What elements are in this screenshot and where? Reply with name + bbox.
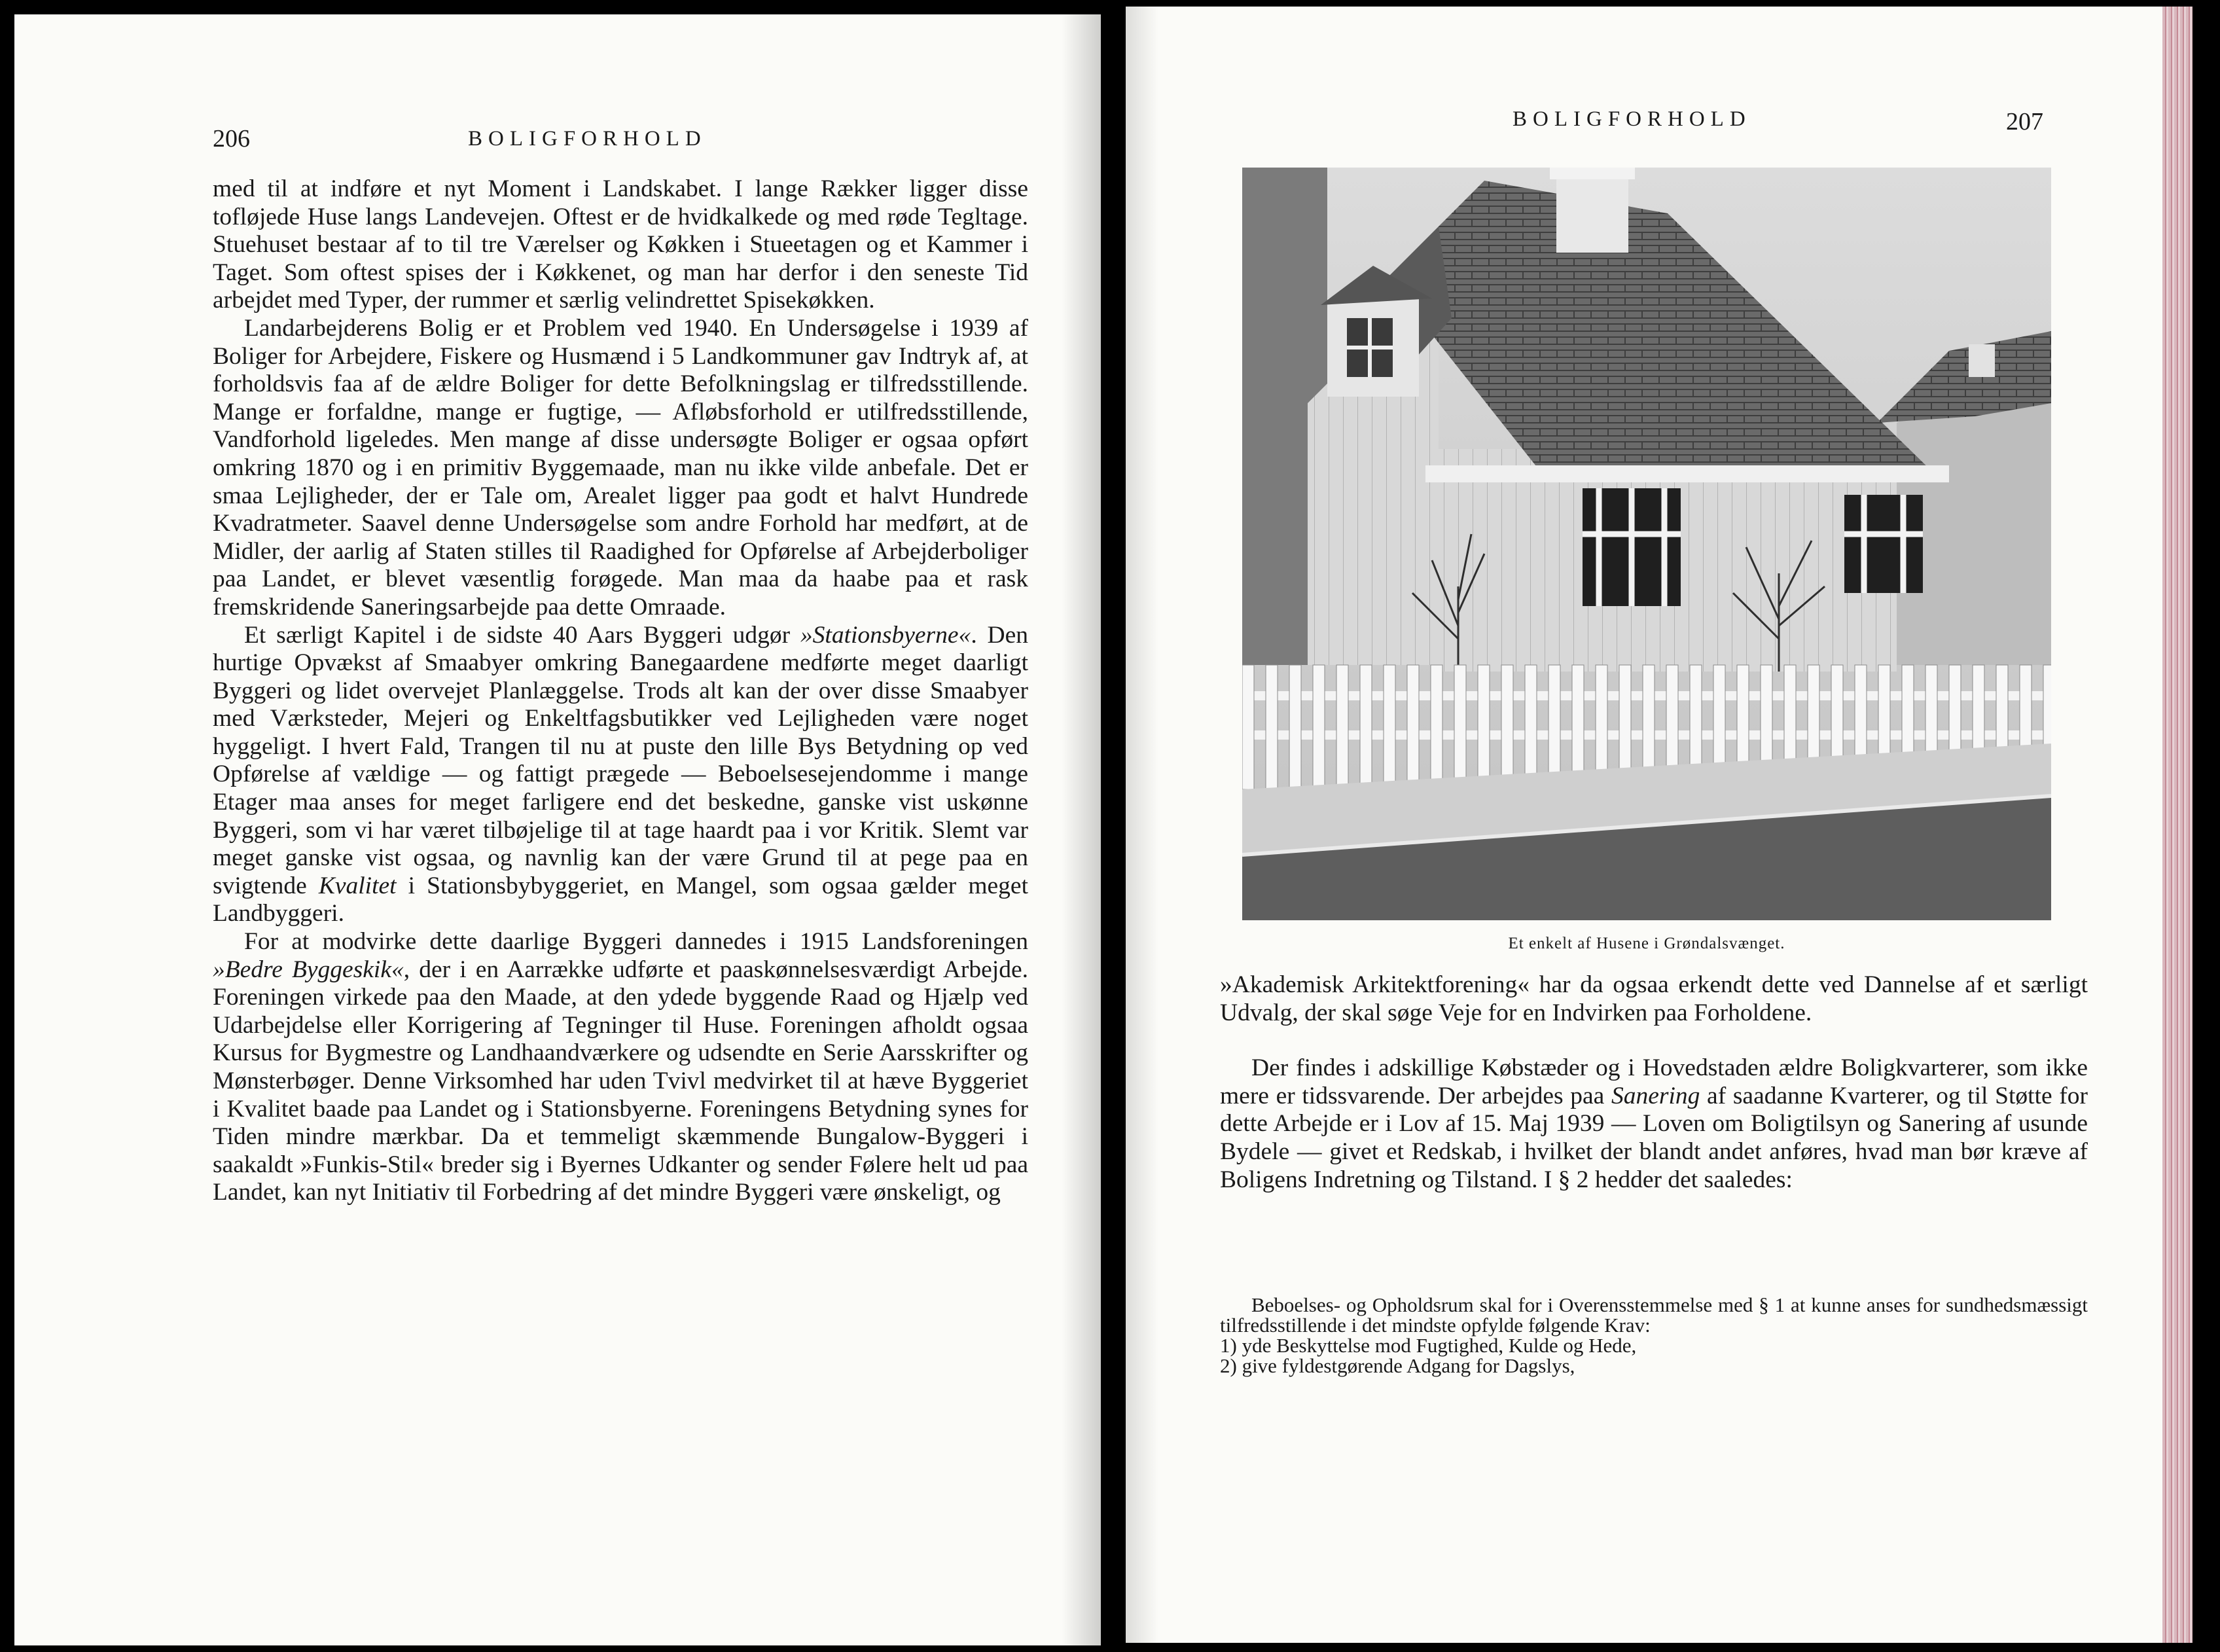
paragraph-gap: [1220, 1027, 2088, 1054]
page-edge: [2162, 7, 2193, 1643]
law-quote-item-2: 2) give fyldestgørende Adgang for Dagslys,: [1220, 1354, 1575, 1377]
left-paragraph-2: Landarbejderens Bolig er et Problem ved 1940. En Undersøgelse i 1939 af Boliger for Arbejdere, Fiskere og Husmænd i 5 Landkommuner gav Indtryk af, at forholdsvis faa af de ældre Boliger for dette Befolkningslag er tilfredsstillende. Mange er forfaldne, mange er fugtige, — Afløbsforhold er utilfredsstillende, Vandforhold ligeledes. Men mange af disse undersøgte Boliger er ogsaa opført omkring 1870 og i en primitiv Byggemaade, man nu ikke vilde anbefale. Det er smaa Lejligheder, der er Tale om, Arealet ligger paa godt et halvt Hundrede Kvadratmeter. Saavel denne Undersøgelse som andre Forhold har medført, at de Midler, der aarlig af Staten stilles til Raadighed for Opførelse af Arbejderboliger paa Landet, er blevet væsentlig forøgede. Man maa da haabe paa et rask fremskridende Saneringsarbejde paa dette Omraade.: [213, 314, 1028, 620]
text-run: , der i en Aarrække udførte et paaskønnelsesværdigt Arbejde. Foreningen virkede paa den Maade, at den ydede byggende Raad og Hjælp ved Udarbejdelse eller Korrigering af Tegninger til Huse. Foreningen afholdt ogsaa Kursus for Bygmestre og Landhaandværkere og udsendte en Serie Aarsskrifter og Mønsterbøger. Denne Virksomhed har uden Tvivl medvirket til at hæve Byggeriet i Kvalitet baade paa Landet og i Stationsbyerne. Foreningens Betydning synes for Tiden mindre mærkbar. Da et temmeligt skæmmende Bungalow-Byggeri i saakaldt »Funkis-Stil« breder sig i Byernes Udkanter og sender Følere helt ud paa Landet, kan nyt Initiativ til Forbedring af det mindre Byggeri være ønskeligt, og: [213, 956, 1028, 1206]
left-paragraph-3: [213, 622, 1028, 929]
running-head-right: BOLIGFORHOLD: [1513, 107, 1751, 131]
italic-term: »Bedre Byggeskik«: [213, 956, 404, 983]
text-run: Der findes i adskillige Købstæder og i Hovedstaden ældre Boligkvarterer, som ikke mere er tidssvarende. Der arbejdes paa: [1220, 1054, 2088, 1109]
gutter-shadow: [1062, 14, 1101, 1645]
left-paragraph-4: [213, 928, 1028, 1207]
house-photograph: [1242, 168, 2051, 920]
right-paragraph-2: [1220, 1054, 2088, 1194]
text-run: af saadanne Kvarterer, og til Støtte for dette Arbejde er i Lov af 15. Maj 1939 — Loven om Boligtilsyn og Sanering af usunde Bydele — givet et Redskab, i hvilket der blandt andet anføres, hvad man bør kræve af Boligens Indretning og Tilstand. I § 2 hedder det saaledes:: [1220, 1082, 2088, 1193]
left-page: [14, 14, 1101, 1645]
left-paragraph-1: med til at indføre et nyt Moment i Landskabet. I lange Rækker ligger disse tofløjede Huse langs Landevejen. Oftest er de hvidkalkede og med røde Tegltage. Stuehuset bestaar af to til tre Værelser og Køkken i Stueetagen og et Kammer i Taget. Som oftest spises der i Køkkenet, og man har derfor i den seneste Tid arbejdet med Typer, der rummer et særlig velindrettet Spisekøkken.: [213, 175, 1028, 314]
text-run: i Stationsbybyggeriet, en Mangel, som ogsaa gælder meget Landbyggeri.: [213, 872, 1028, 927]
running-head-left: BOLIGFORHOLD: [468, 127, 707, 151]
italic-term: »Stationsbyerne«: [800, 621, 971, 649]
page-number-left: 206: [213, 125, 250, 153]
italic-term: Kvalitet: [318, 872, 397, 899]
text-run: For at modvirke dette daarlige Byggeri dannedes i 1915 Landsforeningen: [244, 928, 1028, 956]
law-quote-intro: Beboelses- og Opholdsrum skal for i Overensstemmelse med § 1 at kunne anses for sundhedsmæssigt tilfredsstillende i det mindste opfylde følgende Krav:: [1220, 1293, 2088, 1337]
text-run: Et særligt Kapitel i de sidste 40 Aars Byggeri udgør: [244, 621, 800, 649]
page-number-right: 207: [2006, 108, 2043, 135]
italic-term: Sanering: [1611, 1082, 1700, 1109]
gutter-shadow: [1126, 7, 1158, 1643]
right-paragraph-1: »Akademisk Arkitektforening« har da ogsaa erkendt dette ved Dannelse af et særligt Udvalg, der skal søge Veje for en Indvirken paa Forholdene.: [1220, 971, 2088, 1026]
text-run: . Den hurtige Opvækst af Smaabyer omkring Banegaardene medførte meget daarligt Byggeri og lidet overvejet Planlæggelse. Trods alt kan der over disse Smaabyer med Værksteder, Mejeri og Enkeltfagsbutikker ved Lejligheden være noget hyggeligt. I hvert Fald, Trangen til nu at puste den lille Bys Betydning op ved Opførelse af vældige — og fattigt prægede — Beboelsesejendomme i mange Etager maa anses for meget farligere end det beskedne, ganske vist uskønne Byggeri, som vi har været tilbøjelige til at tage haardt paa i vor Kritik. Slemt var meget ganske vist ogsaa, og navnlig kan der være Grund til at pege paa en svigtende: [213, 621, 1028, 899]
left-text-block: [213, 175, 1028, 1207]
law-quote-item-1: 1) yde Beskyttelse mod Fugtighed, Kulde og Hede,: [1220, 1334, 1637, 1357]
photo-caption: Et enkelt af Husene i Grøndalsvænget.: [1508, 935, 1785, 952]
law-quote: [1220, 1295, 2088, 1376]
right-page: [1126, 7, 2193, 1643]
house-illustration: [1242, 168, 2051, 920]
right-text-block: [1220, 971, 2088, 1194]
